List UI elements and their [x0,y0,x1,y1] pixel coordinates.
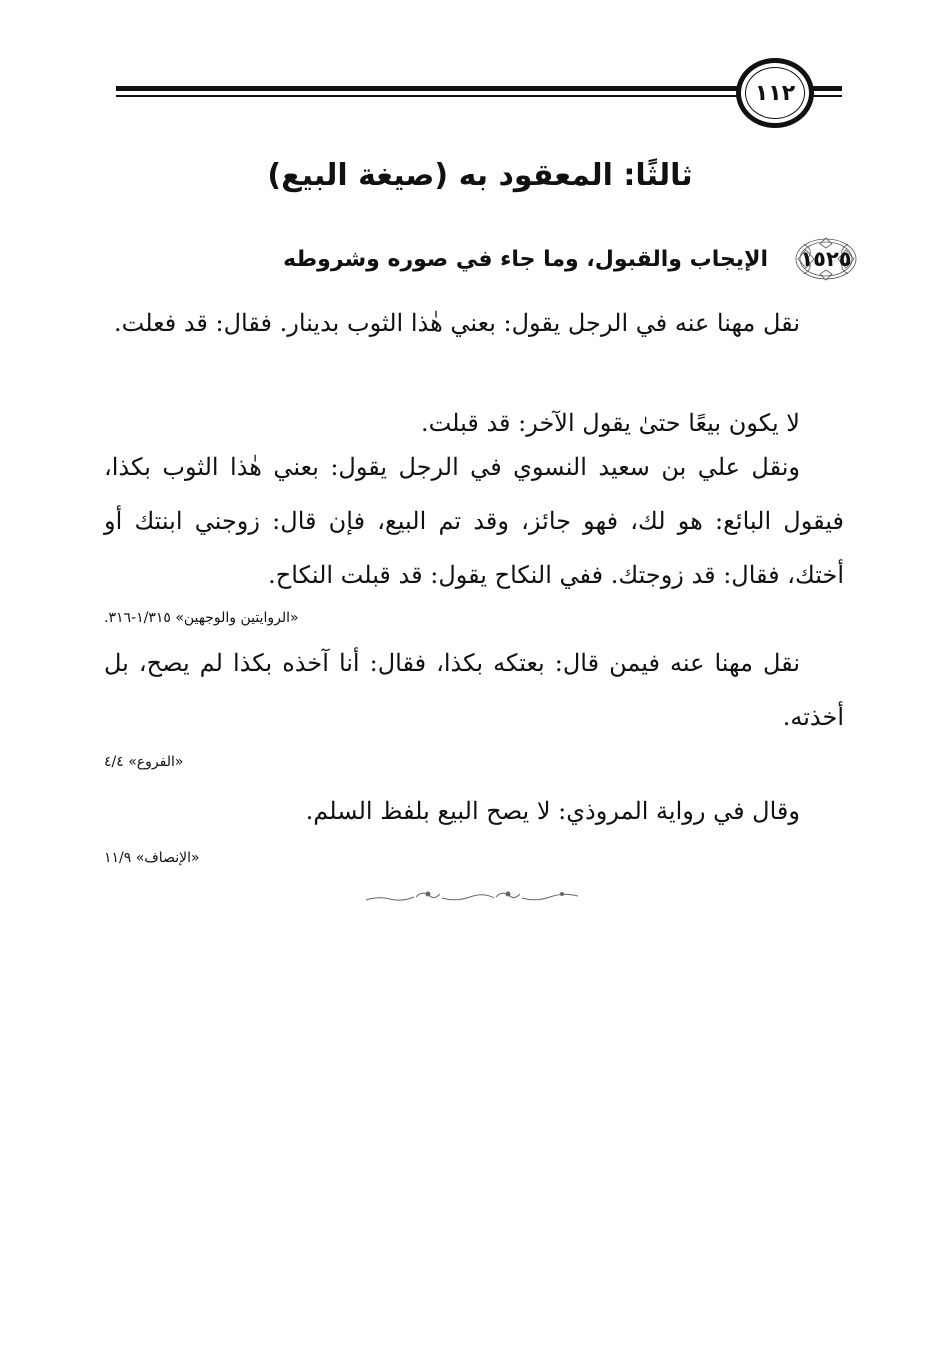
citation-text: «الفروع» ٤/٤ [104,754,184,770]
section-title: ثالثًا: المعقود به (صيغة البيع) [267,158,693,193]
paragraph: لا يكون بيعًا حتىٰ يقول الآخر: قد قبلت. [420,409,800,437]
header-rule [116,86,738,100]
paragraph: نقل مهنا عنه في الرجل يقول: بعني هٰذا الثوب بدينار. فقال: قد فعلت. [114,309,800,337]
citation-text: «الروايتين والوجهين» ١/٣١٥-٣١٦. [104,610,299,626]
citation [104,848,844,868]
page-number-badge [736,58,814,128]
paragraph: نقل مهنا عنه فيمن قال: بعتكه بكذا، فقال: أنا آخذه بكذا لم يصح، بل أخذته. [104,649,844,731]
header-rule-end [812,86,842,100]
item-title: الإيجاب والقبول، وما جاء في صوره وشروطه [283,246,768,272]
item-heading [283,232,858,286]
citation-text: «الإنصاف» ١١/٩ [104,850,200,866]
citation [104,608,844,628]
item-number: ١٥٢٥ [800,247,852,271]
item-number-badge [794,236,858,282]
paragraph: ونقل علي بن سعيد النسوي في الرجل يقول: بعني هٰذا الثوب بكذا، فيقول البائع: هو لك، فهو جائز، وقد تم البيع، فإن قال: زوجني ابنتك أو أختك، فقال: قد زوجتك. ففي النكاح يقول: قد قبلت النكاح. [104,453,845,589]
paragraph: وقال في رواية المروذي: لا يصح البيع بلفظ السلم. [305,797,800,825]
page-number: ١١٢ [754,80,796,106]
citation [104,752,844,772]
section-end-ornament-icon [364,888,580,906]
